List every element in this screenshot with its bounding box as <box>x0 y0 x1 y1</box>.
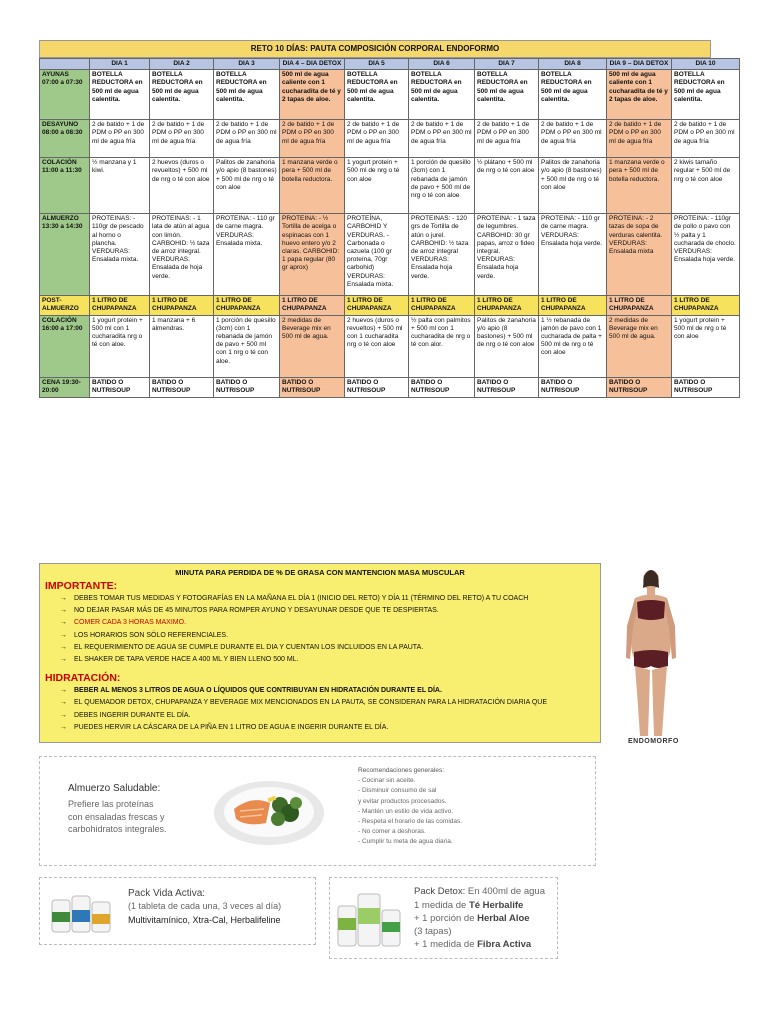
meal-cell: 2 de batido + 1 de PDM o PP en 300 ml de agua fría <box>214 120 280 158</box>
meal-cell: BOTELLA REDUCTORA en 500 ml de agua calentita. <box>214 70 280 120</box>
meal-cell: 2 medidas de Beverage mix en 500 ml de agua. <box>607 315 672 377</box>
table-row <box>40 296 740 315</box>
arrow-icon: → <box>60 643 67 651</box>
meal-cell: Palitos de zanahoria y/o apio (8 bastones) + 500 ml de nrg o té con aloe <box>539 158 607 214</box>
meal-cell: 1 LITRO DE CHUPAPANZA <box>150 296 214 315</box>
day-header: DIA 4 – DIA DETOX <box>280 59 345 70</box>
meal-cell: BATIDO O NUTRISOUP <box>150 377 214 397</box>
meal-cell: 1 manzana + 6 almendras. <box>150 315 214 377</box>
corner-cell <box>40 59 90 70</box>
supplement-bottles-icon <box>48 888 116 936</box>
meal-cell: 1 yogurt protein + 500 ml con 1 cucharadita nrg o té con aloe. <box>90 315 150 377</box>
meal-cell: 1 yogurt protein + 500 ml de nrg o té con aloe <box>672 315 740 377</box>
meal-cell: BOTELLA REDUCTORA en 500 ml de agua calentita. <box>672 70 740 120</box>
meal-cell: PROTEINA: - 110 gr de carne magra. VERDURAS: Ensalada hoja verde. <box>539 214 607 296</box>
meal-cell: PROTEINA: - ½ Tortilla de acelga o espinacas con 1 huevo entero y/o 2 claras. CARBOHID: 1 papa regular (80 gr aprox) <box>280 214 345 296</box>
meal-cell: BATIDO O NUTRISOUP <box>90 377 150 397</box>
pack-vida-dosage: (1 tableta de cada una, 3 veces al día) <box>128 901 282 911</box>
meal-time-label: COLACIÓN 11:00 a 11:30 <box>40 158 90 214</box>
arrow-icon: → <box>60 656 67 664</box>
meal-cell: 500 ml de agua caliente con 1 cucharadita de té y 2 tapas de aloe. <box>280 70 345 120</box>
meal-cell: 1 LITRO DE CHUPAPANZA <box>280 296 345 315</box>
meal-cell: 1 manzana verde o pera + 500 ml de botella reductora. <box>607 158 672 214</box>
meal-cell: 1 LITRO DE CHUPAPANZA <box>607 296 672 315</box>
meal-cell: 2 de batido + 1 de PDM o PP en 300 ml de agua fría <box>409 120 475 158</box>
meal-cell: 1 manzana verde o pera + 500 ml de botella reductora. <box>280 158 345 214</box>
day-header: DIA 8 <box>539 59 607 70</box>
day-header: DIA 6 <box>409 59 475 70</box>
meal-cell: ½ manzana y 1 kiwi. <box>90 158 150 214</box>
day-header: DIA 9 – DIA DETOX <box>607 59 672 70</box>
info-box <box>39 563 601 743</box>
pack-vida-items: Multivitamínico, Xtra-Cal, Herbalifeline <box>128 915 281 925</box>
endomorph-body-illustration <box>618 566 684 742</box>
meal-cell: BATIDO O NUTRISOUP <box>475 377 539 397</box>
meal-cell: 2 huevos (duros o revueltos) + 500 ml de nrg o té con aloe <box>150 158 214 214</box>
pack-vida-title: Pack Vida Activa: <box>128 888 206 899</box>
table-row <box>40 158 740 214</box>
meal-cell: PROTEÍNA, CARBOHID Y VERDURAS. - Carbonada o cazuela (100 gr proteína, 70gr carbohid) VERDURAS: Ensalada mixta. <box>345 214 409 296</box>
meal-time-label: POST-ALMUERZO <box>40 296 90 315</box>
meal-cell: Palitos de zanahoria y/o apio (8 bastones) + 500 ml de nrg o té con aloe <box>475 315 539 377</box>
meal-cell: 1 yogurt protein + 500 ml de nrg o té con aloe <box>345 158 409 214</box>
day-header-row <box>40 59 740 70</box>
meal-cell: BATIDO O NUTRISOUP <box>214 377 280 397</box>
meal-cell: Palitos de zanahoria y/o apio (8 bastones) + 500 ml de nrg o té con aloe <box>214 158 280 214</box>
meal-time-label: AYUNAS 07:00 a 07:30 <box>40 70 90 120</box>
table-row <box>40 315 740 377</box>
recommendations: Recomendaciones generales: - Cocinar sin aceite. - Disminuir consumo de sal y evitar productos procesados. - Mantén un estilo de vida activo. - Respeta el horario de las comidas. - No comer a deshoras. - Cumplir tu meta de agua diaria. <box>358 767 463 846</box>
meal-cell: BATIDO O NUTRISOUP <box>539 377 607 397</box>
meal-cell: 2 de batido + 1 de PDM o PP en 300 ml de agua fría <box>150 120 214 158</box>
meal-time-label: COLACIÓN 16:00 a 17:00 <box>40 315 90 377</box>
meal-cell: BATIDO O NUTRISOUP <box>607 377 672 397</box>
detox-products-icon <box>334 888 406 950</box>
meal-cell: 2 de batido + 1 de PDM o PP en 300 ml de agua fría <box>672 120 740 158</box>
meal-cell: ½ plátano + 500 ml de nrg o té con aloe <box>475 158 539 214</box>
day-header: DIA 1 <box>90 59 150 70</box>
meal-cell: 2 de batido + 1 de PDM o PP en 300 ml de agua fría <box>607 120 672 158</box>
plan-title: RETO 10 DÍAS: PAUTA COMPOSICIÓN CORPORAL ENDOFORMO <box>39 40 711 58</box>
table-row <box>40 70 740 120</box>
meal-cell: 2 de batido + 1 de PDM o PP en 300 ml de agua fría <box>90 120 150 158</box>
meal-cell: BATIDO O NUTRISOUP <box>345 377 409 397</box>
list-item: → EL QUEMADOR DETOX, CHUPAPANZA Y BEVERAGE MIX MENCIONADOS EN LA PAUTA, SE CONSIDERAN PARA LA HIDRATACIÓN DIARIA QUE <box>60 697 600 709</box>
list-item: → NO DEJAR PASAR MÁS DE 45 MINUTOS PARA ROMPER AYUNO Y DESAYUNAR DESDE QUE TE DESPIERTAS. <box>60 605 600 617</box>
meal-cell: 1 LITRO DE CHUPAPANZA <box>539 296 607 315</box>
meal-cell: 2 de batido + 1 de PDM o PP en 300 ml de agua fría <box>539 120 607 158</box>
list-item: → COMER CADA 3 HORAS MAXIMO. <box>60 617 600 629</box>
meal-plan-table <box>39 58 740 398</box>
day-header: DIA 2 <box>150 59 214 70</box>
meal-cell: 2 de batido + 1 de PDM o PP en 300 ml de agua fría <box>345 120 409 158</box>
meal-cell: 1 ½ rebanada de jamón de pavo con 1 cucharada de palta + 500 ml de nrg o té con aloe <box>539 315 607 377</box>
meal-cell: BOTELLA REDUCTORA en 500 ml de agua calentita. <box>90 70 150 120</box>
important-list <box>40 593 600 666</box>
arrow-icon: → <box>60 687 67 695</box>
list-item: → BEBER AL MENOS 3 LITROS DE AGUA O LÍQUIDOS QUE CONTRIBUYAN EN HIDRATACIÓN DURANTE EL DÍA. <box>60 685 600 697</box>
table-row <box>40 120 740 158</box>
meal-time-label: DESAYUNO 08:00 a 08:30 <box>40 120 90 158</box>
pack-detox-card <box>329 877 558 959</box>
meal-cell: 1 LITRO DE CHUPAPANZA <box>475 296 539 315</box>
salmon-plate-icon <box>212 775 327 847</box>
list-item: → DEBES TOMAR TUS MEDIDAS Y FOTOGRAFÍAS EN LA MAÑANA EL DÍA 1 (INICIO DEL RETO) Y DÍA 11 (TÉRMINO DEL RETO) A TU COACH <box>60 593 600 605</box>
hydration-title: HIDRATACIÓN: <box>45 672 121 685</box>
meal-cell: BOTELLA REDUCTORA en 500 ml de agua calentita. <box>539 70 607 120</box>
meal-time-label: ALMUERZO 13:30 a 14:30 <box>40 214 90 296</box>
healthy-lunch-card <box>39 756 596 866</box>
meal-cell: BOTELLA REDUCTORA en 500 ml de agua calentita. <box>345 70 409 120</box>
meal-cell: PROTEINA: - 2 tazas de sopa de verduras calentita. VERDURAS: Ensalada mixta <box>607 214 672 296</box>
day-header: DIA 10 <box>672 59 740 70</box>
meal-cell: PROTEINA: - 1 taza de legumbres. CARBOHID: 30 gr papas, arroz o fideo integral. VERDURAS: Ensalada hoja verde. <box>475 214 539 296</box>
meal-cell: PROTEINA: - 110gr de pollo o pavo con ½ palta y 1 cucharada de choclo. VERDURAS: Ensalada hoja verde. <box>672 214 740 296</box>
list-item: → EL SHAKER DE TAPA VERDE HACE A 400 ML Y BIEN LLENO 500 ML. <box>60 654 600 666</box>
list-item: → EL REQUERIMIENTO DE AGUA SE CUMPLE DURANTE EL DIA Y CUENTAN LOS INCLUIDOS EN LA PAUTA. <box>60 642 600 654</box>
arrow-icon: → <box>60 607 67 615</box>
meal-cell: 500 ml de agua caliente con 1 cucharadita de té y 2 tapas de aloe. <box>607 70 672 120</box>
meal-cell: 1 porción de quesillo (3cm) con 1 rebanada de jamón de pavo + 500 ml con 1 nrg o té con aloe. <box>214 315 280 377</box>
arrow-icon: → <box>60 619 67 627</box>
meal-cell: BOTELLA REDUCTORA en 500 ml de agua calentita. <box>409 70 475 120</box>
meal-cell: 1 porción de quesillo (3cm) con 1 rebanada de jamón de pavo + 500 ml de nrg o té con aloe <box>409 158 475 214</box>
meal-cell: BOTELLA REDUCTORA en 500 ml de agua calentita. <box>150 70 214 120</box>
info-heading: MINUTA PARA PERDIDA DE % DE GRASA CON MANTENCION MASA MUSCULAR <box>175 568 465 577</box>
arrow-icon: → <box>60 699 67 707</box>
meal-cell: PROTEINAS: - 110gr de pescado al horno o plancha. VERDURAS: Ensalada mixta. <box>90 214 150 296</box>
meal-cell: PROTEINAS: - 1 lata de atún al agua con limón. CARBOHID: ½ taza de arroz integral. VERDURAS: Ensalada de hoja verde. <box>150 214 214 296</box>
list-item: → DEBES INGERIR DURANTE EL DÍA. <box>60 710 600 722</box>
important-title: IMPORTANTE: <box>45 580 118 592</box>
table-row <box>40 377 740 397</box>
meal-cell: BATIDO O NUTRISOUP <box>280 377 345 397</box>
body-type-label: ENDOMORFO <box>628 738 679 745</box>
lunch-description: Prefiere las proteínas con ensaladas frescas y carbohidratos integrales. <box>68 799 167 834</box>
arrow-icon: → <box>60 631 67 639</box>
meal-cell: 1 LITRO DE CHUPAPANZA <box>672 296 740 315</box>
arrow-icon: → <box>60 723 67 731</box>
hydration-list <box>40 685 600 734</box>
lunch-title: Almuerzo Saludable: <box>68 783 161 794</box>
meal-cell: 1 LITRO DE CHUPAPANZA <box>345 296 409 315</box>
meal-cell: 2 de batido + 1 de PDM o PP en 300 ml de agua fría <box>280 120 345 158</box>
day-header: DIA 7 <box>475 59 539 70</box>
pack-detox-title: Pack Detox: En 400ml de agua <box>414 886 545 897</box>
pack-vida-activa-card <box>39 877 316 945</box>
meal-cell: 1 LITRO DE CHUPAPANZA <box>409 296 475 315</box>
meal-time-label: CENA 19:30- 20:00 <box>40 377 90 397</box>
meal-cell: PROTEINAS: - 120 grs de Tortilla de atún o jurel. CARBOHID: ½ taza de arroz integral VERDURAS: Ensalada hoja verde. <box>409 214 475 296</box>
meal-cell: 1 LITRO DE CHUPAPANZA <box>90 296 150 315</box>
pack-detox-items: 1 medida de Té Herbalife + 1 porción de Herbal Aloe (3 tapas) + 1 medida de Fibra Activa <box>414 900 532 950</box>
day-header: DIA 5 <box>345 59 409 70</box>
meal-cell: BATIDO O NUTRISOUP <box>409 377 475 397</box>
meal-cell: 2 huevos (duros o revueltos) + 500 ml con 1 cucharadita nrg o té con aloe <box>345 315 409 377</box>
list-item: → PUEDES HERVIR LA CÁSCARA DE LA PIÑA EN 1 LITRO DE AGUA E INGERIR DURANTE EL DÍA. <box>60 722 600 734</box>
meal-cell: ½ palta con palmitos + 500 ml con 1 cucharadita de nrg o té con alor. <box>409 315 475 377</box>
meal-cell: 2 kiwis tamaño regular + 500 ml de nrg o té con aloe <box>672 158 740 214</box>
day-header: DIA 3 <box>214 59 280 70</box>
table-row <box>40 214 740 296</box>
meal-cell: 1 LITRO DE CHUPAPANZA <box>214 296 280 315</box>
meal-cell: BOTELLA REDUCTORA en 500 ml de agua calentita. <box>475 70 539 120</box>
list-item: → LOS HORARIOS SON SÓLO REFERENCIALES. <box>60 630 600 642</box>
meal-cell: BATIDO O NUTRISOUP <box>672 377 740 397</box>
meal-cell: PROTEINA: - 110 gr de carne magra. VERDURAS: Ensalada mixta. <box>214 214 280 296</box>
meal-cell: 2 de batido + 1 de PDM o PP en 300 ml de agua fría <box>475 120 539 158</box>
arrow-icon: → <box>60 711 67 719</box>
arrow-icon: → <box>60 595 67 602</box>
meal-cell: 2 medidas de Beverage mix en 500 ml de agua. <box>280 315 345 377</box>
